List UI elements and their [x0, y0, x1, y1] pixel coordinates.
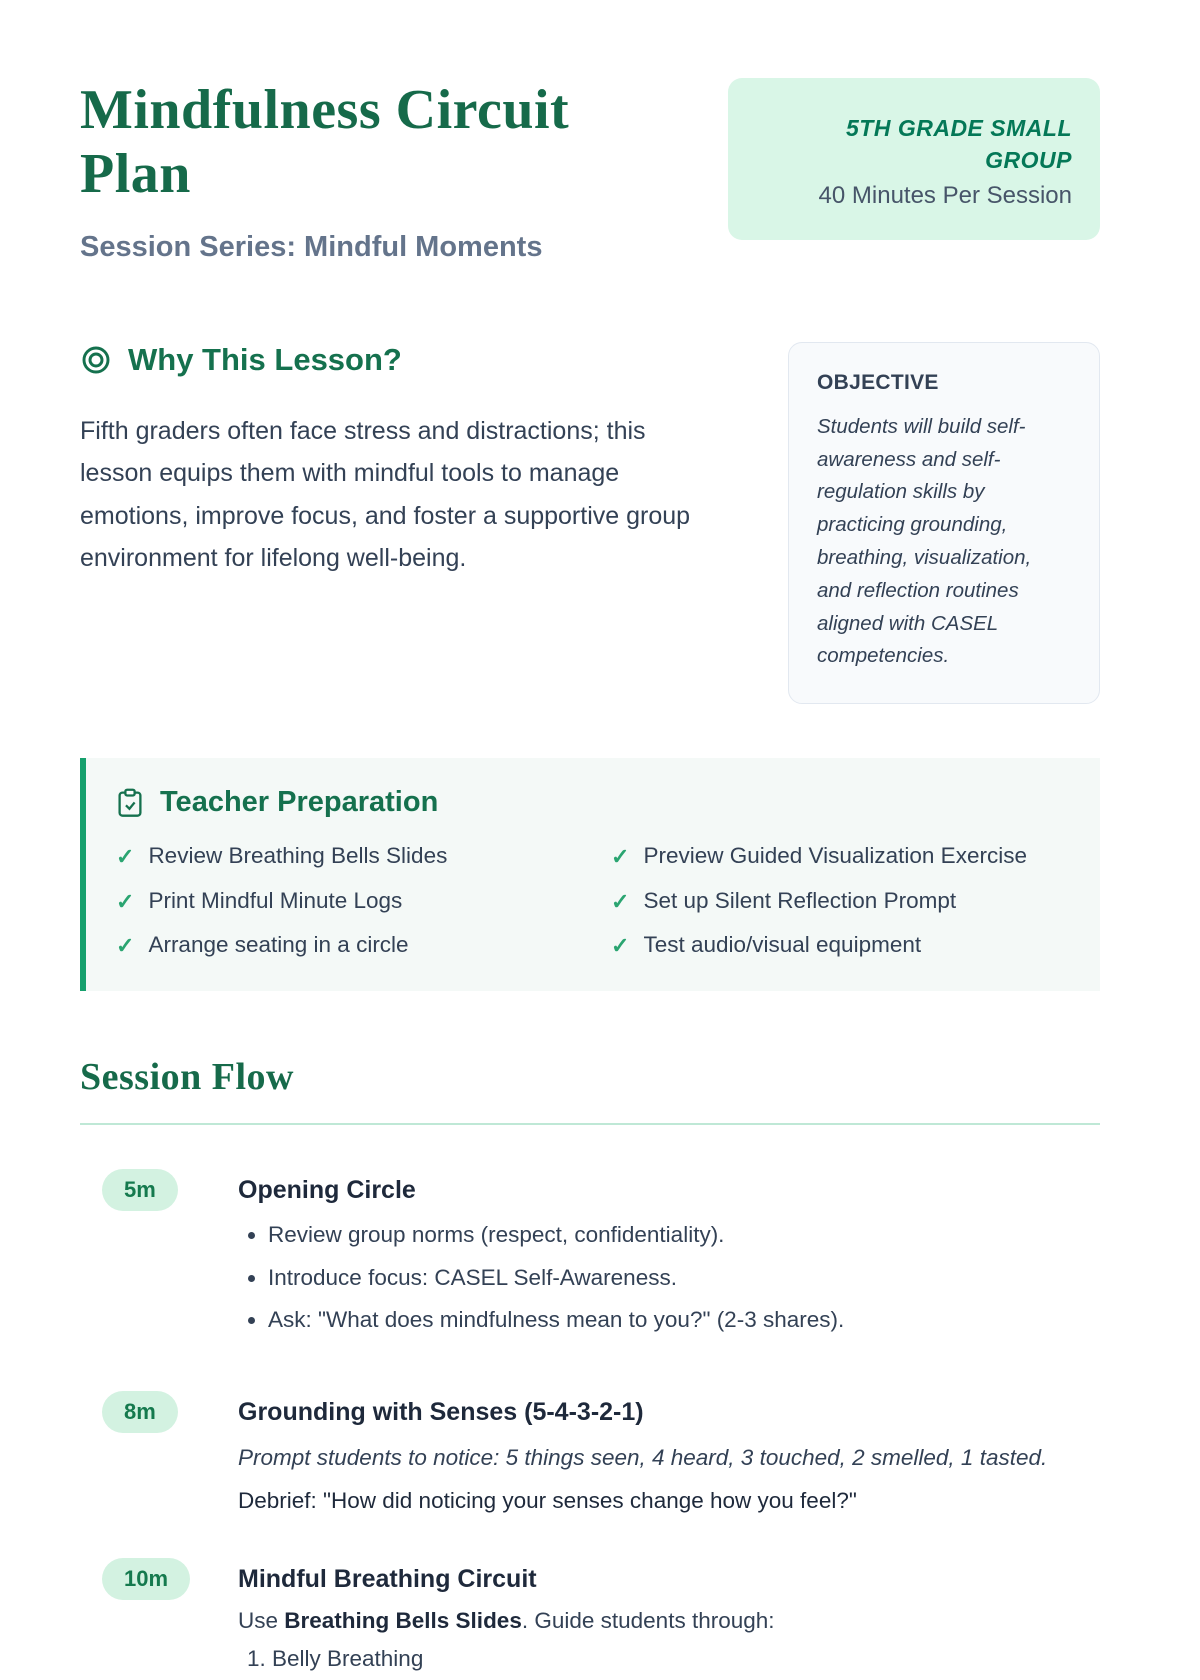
bullet-item: • Introduce focus: CASEL Self-Awareness.: [268, 1262, 1100, 1295]
page-title: Mindfulness Circuit Plan: [80, 79, 570, 206]
prep-item-label: Set up Silent Reflection Prompt: [643, 887, 957, 913]
target-icon: [80, 344, 112, 376]
grade-badge-duration: 40 Minutes Per Session: [818, 182, 1072, 210]
check-icon: ✓: [116, 888, 135, 914]
header-title-block: [80, 78, 688, 264]
prep-item: [611, 888, 1066, 917]
session-item-content: [238, 1558, 1100, 1680]
grade-badge: [728, 78, 1100, 240]
why-heading: [80, 342, 708, 378]
lead-suffix: . Guide students through:: [521, 1607, 775, 1633]
session-item-title: Grounding with Senses (5-4-3-2-1): [238, 1397, 644, 1426]
check-icon: ✓: [611, 844, 630, 870]
prep-item-label: Review Breathing Bells Slides: [148, 843, 448, 869]
lead-bold-text: Breathing Bells Slides: [284, 1607, 522, 1633]
objective-heading: OBJECTIVE: [817, 370, 939, 394]
session-item-content: [238, 1391, 1100, 1514]
bullet-item: • Ask: "What does mindfulness mean to you?" (2-3 shares).: [268, 1304, 1100, 1337]
session-item-breathing-circuit: [80, 1558, 1100, 1680]
session-flow-heading: Session Flow: [80, 1055, 294, 1098]
time-badge: 8m: [102, 1391, 178, 1433]
lead-prefix: Use: [238, 1607, 285, 1633]
header: [80, 78, 1100, 264]
prep-item: [116, 888, 571, 917]
prep-checklist: [116, 843, 1066, 961]
numbered-item: 1. Belly Breathing: [272, 1646, 1100, 1672]
session-flow-section: [80, 1055, 1100, 1680]
session-item-lead: [238, 1608, 1100, 1634]
prep-item: [116, 932, 571, 961]
prep-item-label: Test audio/visual equipment: [643, 932, 922, 958]
why-section: [80, 342, 708, 580]
prep-item: [611, 932, 1066, 961]
session-item-content: [238, 1169, 1100, 1347]
session-item-numbered-list: [238, 1646, 1100, 1672]
check-icon: ✓: [611, 888, 630, 914]
session-item-prompt: Prompt students to notice: 5 things seen, 4 heard, 3 touched, 2 smelled, 1 tasted.: [238, 1444, 1048, 1470]
time-badge: 10m: [102, 1558, 190, 1600]
why-heading-label: Why This Lesson?: [128, 341, 402, 377]
session-item-debrief: Debrief: "How did noticing your senses change how you feel?": [238, 1487, 857, 1513]
bullet-item: • Review group norms (respect, confidentiality).: [268, 1219, 1100, 1252]
clipboard-check-icon: [116, 788, 144, 818]
objective-body-text: Students will build self-awareness and self-regulation skills by practicing grounding, breathing, visualization, and reflection routines aligned with CASEL competencies.: [817, 414, 1032, 668]
session-item-grounding-senses: [80, 1391, 1100, 1514]
why-objective-row: [80, 342, 1100, 704]
session-item-bullets: [238, 1219, 1100, 1337]
prep-item-label: Preview Guided Visualization Exercise: [643, 843, 1027, 869]
check-icon: ✓: [116, 844, 135, 870]
session-item-opening-circle: [80, 1169, 1100, 1347]
prep-item: [611, 843, 1066, 872]
session-item-title: Opening Circle: [238, 1175, 416, 1204]
prep-checklist-left: [116, 843, 571, 961]
prep-item-label: Print Mindful Minute Logs: [148, 887, 403, 913]
teacher-preparation-heading: [116, 786, 1066, 819]
session-item-title: Mindful Breathing Circuit: [238, 1564, 537, 1593]
prep-item-label: Arrange seating in a circle: [148, 932, 409, 958]
prep-item: [116, 843, 571, 872]
objective-card: [788, 342, 1100, 704]
series-subtitle: Session Series: Mindful Moments: [80, 230, 543, 263]
teacher-preparation-label: Teacher Preparation: [160, 786, 439, 819]
time-badge: 5m: [102, 1169, 178, 1211]
check-icon: ✓: [611, 933, 630, 959]
why-body-text: Fifth graders often face stress and distractions; this lesson equips them with mindful tools to manage emotions, improve focus, and foster a supportive group environment for lifelong well-being.: [80, 416, 691, 573]
teacher-preparation-section: [80, 758, 1100, 991]
section-divider: [80, 1123, 1100, 1125]
check-icon: ✓: [116, 933, 135, 959]
grade-badge-group-label: 5TH GRADE SMALL GROUP: [846, 115, 1072, 174]
prep-checklist-right: [611, 843, 1066, 961]
